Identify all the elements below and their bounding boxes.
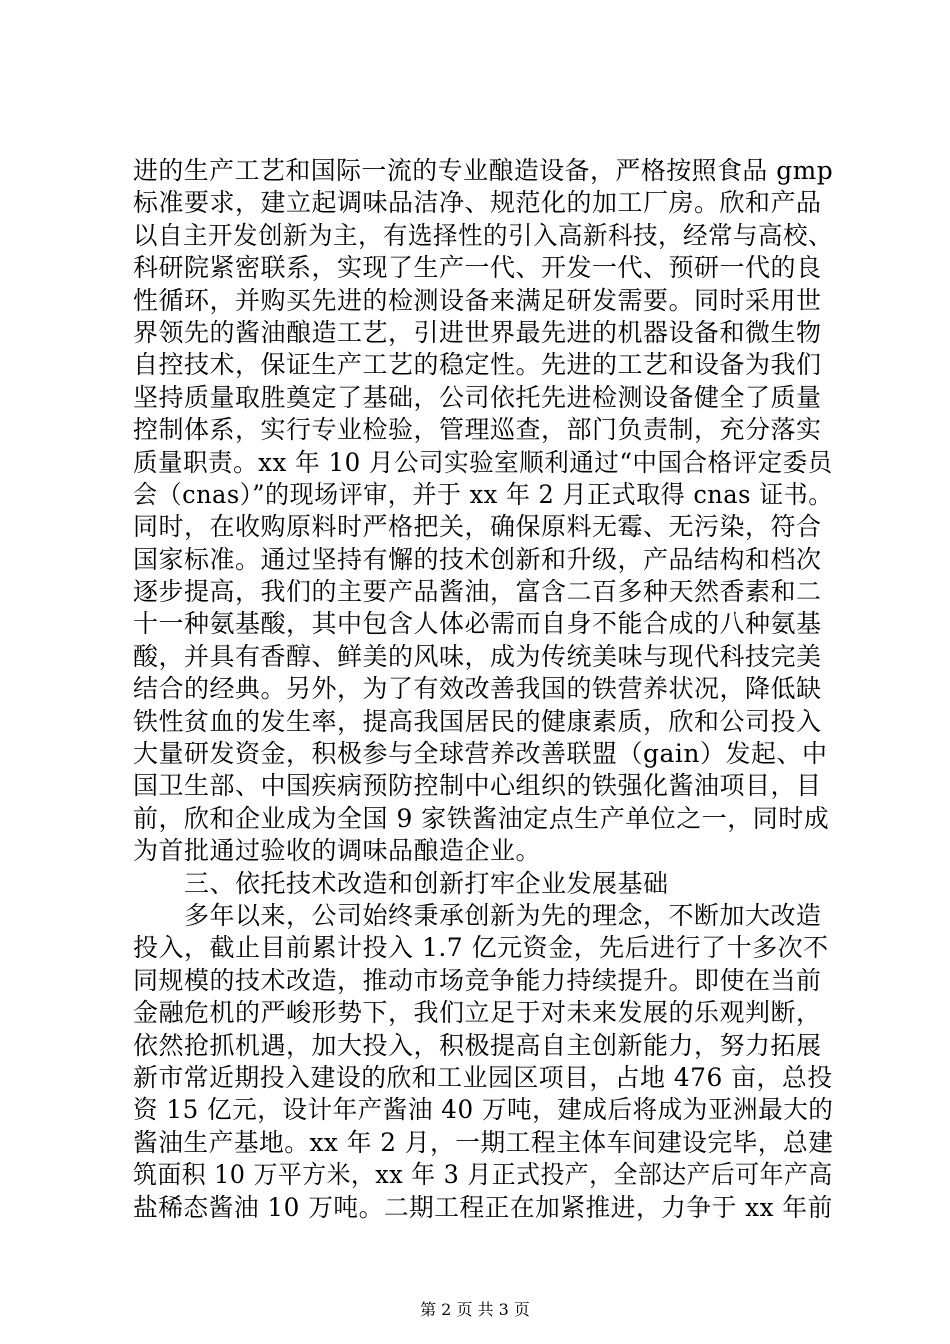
text-line: 标准要求，建立起调味品洁净、规范化的加工厂房。欣和产品 [133,188,822,218]
text-line: 资 15 亿元，设计年产酱油 40 万吨，建成后将成为亚洲最大的 [133,1095,834,1125]
body-text [133,155,833,1224]
text-line: 科研院紧密联系，实现了生产一代、开发一代、预研一代的良 [133,253,822,283]
text-line: 金融危机的严峻形势下，我们立足于对未来发展的乐观判断， [133,998,822,1028]
text-line: 新市常近期投入建设的欣和工业园区项目，占地 476 亩，总投 [133,1062,833,1092]
text-line: 三、依托技术改造和创新打牢企业发展基础 [133,868,669,898]
text-line: 国卫生部、中国疾病预防控制中心组织的铁强化酱油项目，目 [133,771,822,801]
text-line: 前，欣和企业成为全国 9 家铁酱油定点生产单位之一，同时成 [133,803,830,833]
text-line: 酸，并具有香醇、鲜美的风味，成为传统美味与现代科技完美 [133,641,822,671]
text-line: 大量研发资金，积极参与全球营养改善联盟（gain）发起、中 [133,739,828,769]
text-line: 自控技术，保证生产工艺的稳定性。先进的工艺和设备为我们 [133,350,822,380]
text-line: 为首批通过验收的调味品酿造企业。 [133,836,542,866]
text-line: 控制体系，实行专业检验，管理巡查，部门负责制，充分落实 [133,415,822,445]
page-footer: 第 2 页 共 3 页 [420,1300,530,1319]
text-line: 质量职责。xx 年 10 月公司实验室顺利通过“中国合格评定委员 [133,447,833,477]
text-line: 依然抢抓机遇，加大投入，积极提高自主创新能力，努力拓展 [133,1030,822,1060]
text-line: 国家标准。通过坚持有懈的技术创新和升级，产品结构和档次 [133,544,822,574]
text-line: 铁性贫血的发生率，提高我国居民的健康素质，欣和公司投入 [133,706,822,736]
text-line: 十一种氨基酸，其中包含人体必需而自身不能合成的八种氨基 [133,609,822,639]
text-line: 筑面积 10 万平方米，xx 年 3 月正式投产，全部达产后可年产高 [133,1160,833,1190]
text-line: 进的生产工艺和国际一流的专业酿造设备，严格按照食品 gmp [133,156,834,185]
text-line: 同规模的技术改造，推动市场竞争能力持续提升。即使在当前 [133,965,822,995]
text-line: 酱油生产基地。xx 年 2 月，一期工程主体车间建设完毕，总建 [133,1127,834,1157]
text-line: 会（cnas）”的现场评审，并于 xx 年 2 月正式取得 cnas 证书。 [133,479,833,509]
text-line: 盐稀态酱油 10 万吨。二期工程正在加紧推进，力争于 xx 年前 [133,1192,833,1222]
text-line: 同时，在收购原料时严格把关，确保原料无霉、无污染，符合 [133,512,822,542]
text-line: 逐步提高，我们的主要产品酱油，富含二百多种天然香素和二 [133,577,822,607]
text-line: 性循环，并购买先进的检测设备来满足研发需要。同时采用世 [133,285,822,315]
text-line: 多年以来，公司始终秉承创新为先的理念，不断加大改造 [133,900,822,930]
text-line: 界领先的酱油酿造工艺，引进世界最先进的机器设备和微生物 [133,317,822,347]
text-line: 投入，截止目前累计投入 1.7 亿元资金，先后进行了十多次不 [133,933,829,963]
text-line: 坚持质量取胜奠定了基础，公司依托先进检测设备健全了质量 [133,382,822,412]
text-line: 以自主开发创新为主，有选择性的引入高新科技，经常与高校、 [133,220,834,250]
text-line: 结合的经典。另外，为了有效改善我国的铁营养状况，降低缺 [133,674,822,704]
